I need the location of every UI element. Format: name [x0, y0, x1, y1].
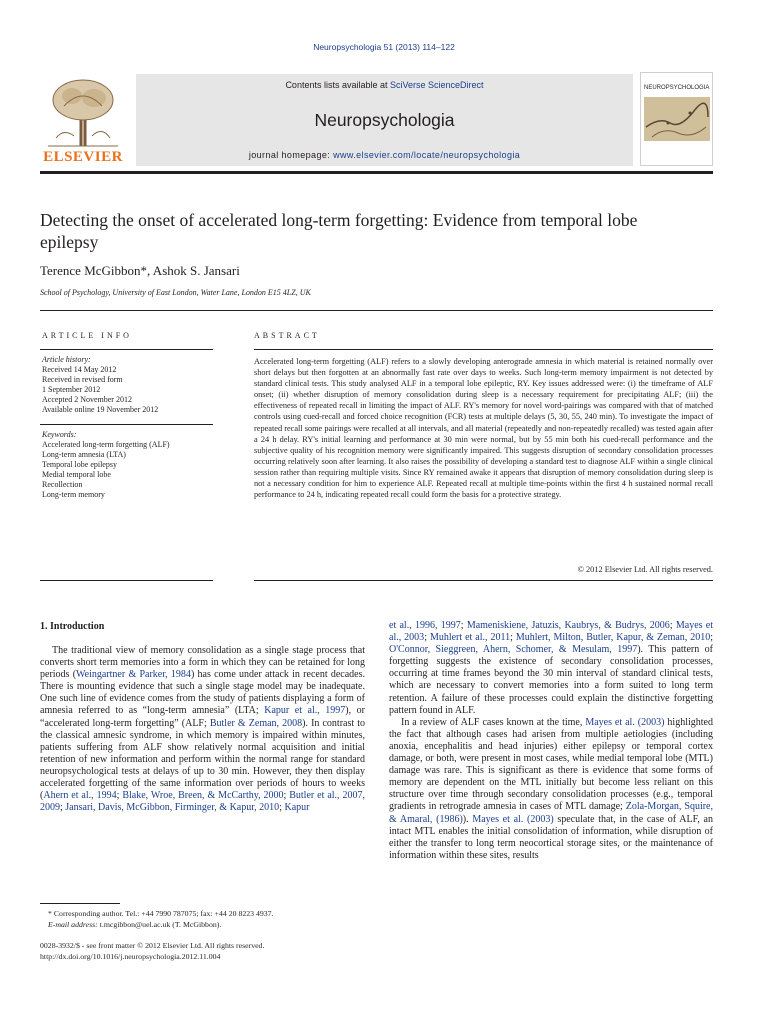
- keyword-item: Accelerated long-term forgetting (ALF): [42, 440, 170, 449]
- contents-prefix: Contents lists available at: [285, 80, 388, 90]
- reference-link[interactable]: Muhlert, Milton, Butler, Kapur, & Zeman, 2010: [515, 632, 711, 644]
- journal-homepage-link[interactable]: www.elsevier.com/locate/neuropsychologia: [333, 150, 521, 160]
- publisher-name: ELSEVIER: [43, 149, 123, 165]
- sciencedirect-link[interactable]: SciVerse ScienceDirect: [390, 80, 484, 90]
- header-rule: [40, 310, 713, 311]
- history-item: Received in revised form: [42, 375, 123, 384]
- introduction-paragraph: In a review of ALF cases known at the time, Mayes et al. (2003) highlighted the fact that although cases had arisen from multiple aetiologies (including anoxia, encephalitis and head injuries) either epilepsy or temporal cortex damage, or both, were present in most cases, while medial temporal lobe (MTL) damage was rare. This is significant as there is evidence that some forms of memory are dependent on the MTL initially but become less reliant on this structure over time through secondary consolidation processes (e.g., temporal gradients in retrograde amnesia in cases of MTL damage; Zola-Morgan, Squire, & Amaral, (1986)). Mayes et al. (2003) speculate that, in the case of ALF, an intact MTL enables the initial consolidation of information, while disruption of either the transfer to long term neocortical storage sites, or the maintenance of information within these sites, results: [389, 716, 713, 861]
- reference-link[interactable]: Blake, Wroe, Breen, & McCarthy, 2000: [122, 790, 284, 802]
- reference-link[interactable]: O'Connor, Sieggreen, Ahern, Schomer, & Mesulam, 1997: [389, 644, 638, 656]
- doi-link[interactable]: http://dx.doi.org/10.1016/j.neuropsychologia.2012.11.004: [40, 952, 221, 961]
- reference-link[interactable]: Muhlert et al., 2011: [429, 632, 511, 644]
- introduction-paragraph: The traditional view of memory consolidation as a single stage process that converts short term memories into a form in which they can be retained for long periods (Weingartner & Parker, 1984) has come under attack in recent decades. There is mounting evidence that such a single stage model may be inadequate. One such line of evidence comes from the study of patients displaying a form of amnesia referred to as “long-term amnesia” (LTA; Kapur et al., 1997), or “accelerated long-term forgetting” (ALF; Butler & Zeman, 2008). In contrast to the classical amnesic syndrome, in which memory is impaired within minutes, patients suffering from ALF show relatively normal acquisition and initial retention of new information and perform within the normal range for standard neuropsychological tests at delays of up to 30 min. However, they then display accelerated forgetting of the same information over periods of hours to weeks (Ahern et al., 1994; Blake, Wroe, Breen, & McCarthy, 2000; Butler et al., 2007, 2009; Jansari, Davis, McGibbon, Firminger, & Kapur, 2010; Kapur: [40, 645, 365, 814]
- issn-line: 0028-3932/$ - see front matter © 2012 Elsevier Ltd. All rights reserved.: [40, 941, 265, 950]
- journal-citation[interactable]: Neuropsychologia 51 (2013) 114–122: [313, 42, 455, 52]
- footnotes: [48, 908, 274, 930]
- author-email-link[interactable]: t.mcgibbon@uel.ac.uk (T. McGibbon).: [99, 920, 222, 929]
- cover-image: [644, 97, 710, 141]
- footnote-rule: [40, 903, 120, 904]
- reference-link[interactable]: Mayes et al. (2003): [585, 716, 665, 728]
- reference-link[interactable]: Weingartner & Parker, 1984: [76, 669, 191, 681]
- publication-meta: [40, 940, 264, 962]
- body-column-right: [389, 620, 713, 862]
- corresponding-author-note: * Corresponding author. Tel.: +44 7990 787075; fax: +44 20 8223 4937.: [48, 909, 274, 918]
- body-column-left: [40, 645, 365, 814]
- history-item: Available online 19 November 2012: [42, 405, 159, 414]
- cover-title: NEUROPSYCHOLOGIA: [644, 85, 710, 91]
- reference-link[interactable]: Butler et al., 2007, 2009: [40, 790, 365, 814]
- reference-link[interactable]: Butler & Zeman, 2008: [209, 717, 303, 729]
- journal-title: Neuropsychologia: [314, 110, 455, 130]
- abstract-copyright: © 2012 Elsevier Ltd. All rights reserved.: [577, 565, 713, 574]
- article-title: Detecting the onset of accelerated long-term forgetting: Evidence from temporal lobe epilepsy: [40, 210, 638, 252]
- keywords-label: Keywords:: [42, 430, 77, 439]
- journal-masthead: [40, 70, 713, 168]
- article-info-heading: ARTICLE INFO: [42, 331, 132, 340]
- keywords: [42, 430, 212, 500]
- keyword-item: Temporal lobe epilepsy: [42, 460, 117, 469]
- history-item: 1 September 2012: [42, 385, 101, 394]
- affiliation: School of Psychology, University of East London, Water Lane, London E15 4LZ, UK: [40, 288, 311, 297]
- reference-link[interactable]: Kapur et al., 1997: [264, 705, 346, 717]
- reference-link[interactable]: Mameniskiene, Jatuzis, Kaubrys, & Budrys, 2006: [466, 620, 670, 631]
- article-info-rule: [40, 349, 213, 350]
- homepage-prefix: journal homepage:: [248, 150, 331, 160]
- journal-banner: [136, 74, 633, 166]
- introduction-paragraph: et al., 1996, 1997; Mameniskiene, Jatuzis, Kaubrys, & Budrys, 2006; Mayes et al., 2003; Muhlert et al., 2011; Muhlert, Milton, Butler, Kapur, & Zeman, 2010; O'Connor, Sieggreen, Ahern, Schomer, & Mesulam, 1997). This pattern of forgetting suggests the existence of secondary consolidation processes, occurring at time frames beyond the 30 min interval of standard clinical tests, which are necessary to convert memories into a form suited to long term retention. A failure of these processes could explain the distinctive forgetting pattern found in ALF.: [389, 620, 714, 716]
- keyword-item: Medial temporal lobe: [42, 470, 111, 479]
- author-list[interactable]: Terence McGibbon*, Ashok S. Jansari: [40, 263, 240, 278]
- article-history: [42, 355, 212, 415]
- abstract-bottom-rule: [254, 580, 713, 581]
- reference-link[interactable]: Ahern et al., 1994: [43, 790, 117, 802]
- reference-link[interactable]: Mayes et al., 2003: [389, 620, 714, 644]
- email-note: [48, 919, 274, 930]
- article-info-bottom-rule: [40, 580, 213, 581]
- abstract-text: Accelerated long-term forgetting (ALF) refers to a slowly developing anterograde amnesia in which material is retained normally over short delays but then forgotten at an abnormally fast rate over days to weeks. Such long-term memory impairment is not detected by standard clinical tests. This study analysed ALF in a temporal lobe epileptic, RY. Key issues addressed were: (i) the timeframe of ALF onset; (ii) whether disruption of memory consolidation during sleep is a necessary requirement for precipitating ALF; (iii) the effectiveness of repeated recall in limiting the impact of ALF. RY's memory for novel word-pairings was compared with that of matched controls using cued-recall and forced choice recognition (FCR) tests at multiple delays (5, 30, 55, 240 min). To investigate the impact of repeated recall some pairings were recalled at all intervals, and all material (repeatedly and non-repeatedly recalled) was tested again after a 24 h delay. RY's initial learning and performance at 30 min were normal, but by 55 min both his cued-recall performance and the subjective quality of his recognition memory were significantly impaired. This suggests disruption of secondary consolidation processes occurring relatively soon after learning. It also raises the possibility of developing a standard test to diagnose ALF within a single clinical session rather than requiring multiple visits. Since RY remained awake it appears that disruption of memory consolidation during sleep is not a necessary condition for him to experience ALF. Repeated recall at multiple time-points within the first 4 h sustained normal recall performance to 24 h, indicating repeated recall could form the basis for a protective strategy.: [254, 357, 713, 500]
- homepage-line: [136, 150, 633, 160]
- history-item: Received 14 May 2012: [42, 365, 117, 374]
- reference-link[interactable]: Kapur: [284, 802, 310, 814]
- abstract-rule: [254, 349, 713, 350]
- keyword-item: Recollection: [42, 480, 83, 489]
- abstract-heading: ABSTRACT: [254, 331, 320, 340]
- email-label: E-mail address:: [48, 920, 98, 929]
- elsevier-logo[interactable]: [40, 72, 126, 166]
- history-item: Accepted 2 November 2012: [42, 395, 132, 404]
- keyword-item: Long-term amnesia (LTA): [42, 450, 126, 459]
- reference-link[interactable]: Zola-Morgan, Squire, & Amaral, (1986): [389, 801, 713, 825]
- elsevier-tree-icon: [44, 76, 122, 148]
- reference-link[interactable]: Mayes et al. (2003): [472, 813, 554, 825]
- reference-link[interactable]: et al., 1996, 1997: [389, 620, 461, 631]
- masthead-rule: [40, 171, 713, 174]
- keyword-item: Long-term memory: [42, 490, 105, 499]
- history-divider: [40, 424, 213, 425]
- reference-link[interactable]: Jansari, Davis, McGibbon, Firminger, & Kapur, 2010: [65, 802, 280, 814]
- journal-cover-thumbnail[interactable]: [640, 72, 713, 166]
- history-label: Article history:: [42, 355, 91, 364]
- section-heading-introduction: 1. Introduction: [40, 621, 105, 632]
- contents-line: [136, 80, 633, 90]
